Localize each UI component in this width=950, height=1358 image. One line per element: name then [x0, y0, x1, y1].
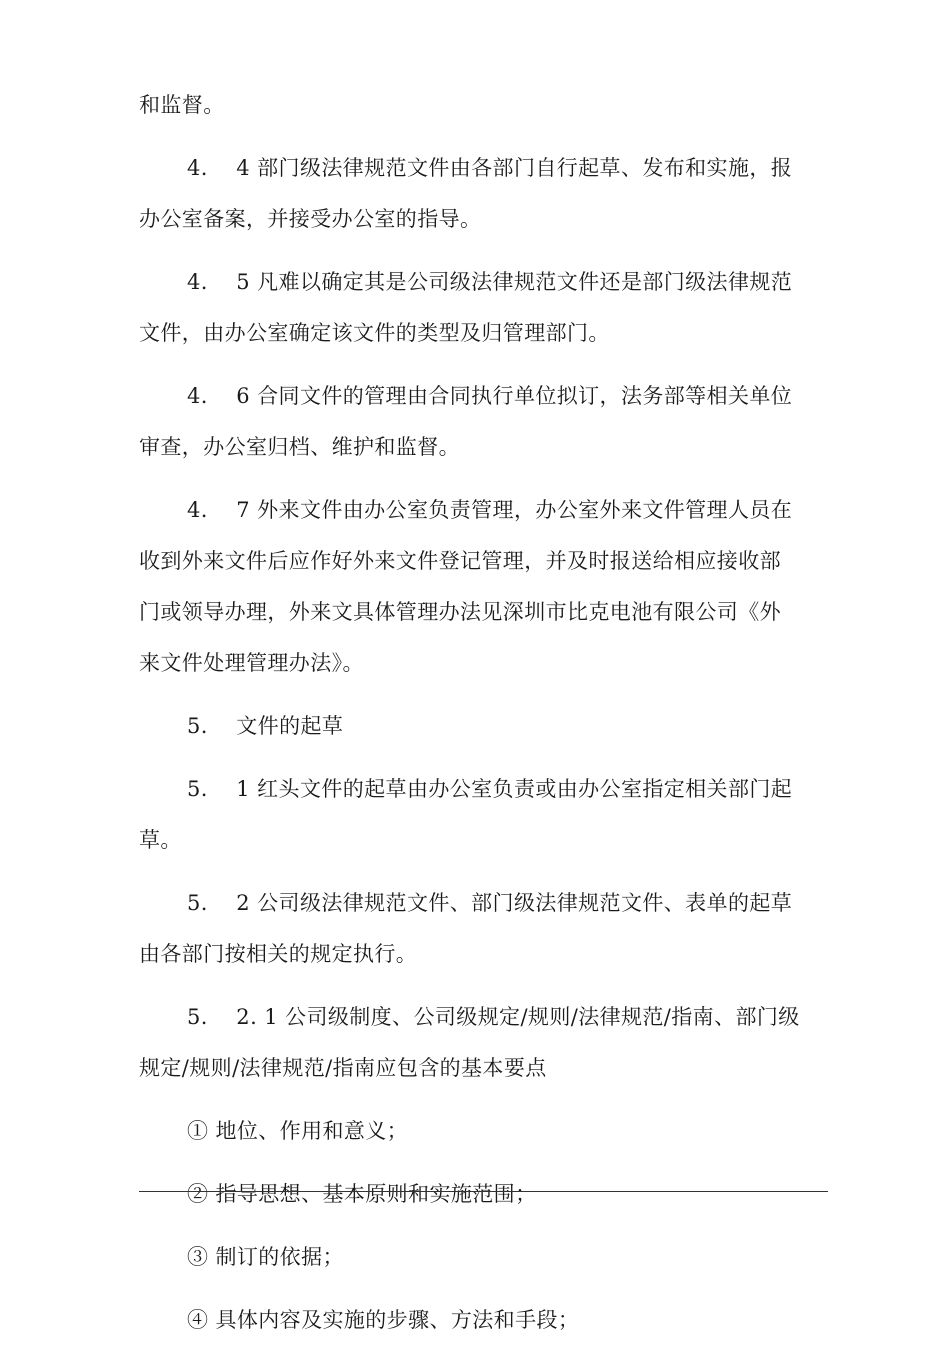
text-line: 门或领导办理，外来文具体管理办法见深圳市比克电池有限公司《外 [139, 600, 781, 624]
text-line: 4. 7 外来文件由办公室负责管理，办公室外来文件管理人员在 [187, 498, 793, 522]
text-line: 文件，由办公室确定该文件的类型及归管理部门。 [139, 321, 610, 345]
text-line: 由各部门按相关的规定执行。 [139, 942, 418, 966]
text-line: 5. 1 红头文件的起草由办公室负责或由办公室指定相关部门起 [187, 777, 793, 801]
body-text [139, 80, 828, 1358]
text-line: 草。 [139, 828, 182, 852]
list-item: ① 地位、作用和意义； [187, 1119, 409, 1143]
paragraph-4-7 [139, 485, 828, 689]
text-line: 规定/规则/法律规范/指南应包含的基本要点 [139, 1056, 547, 1080]
text-line: 审查，办公室归档、维护和监督。 [139, 435, 460, 459]
text-line: 5. 2. 1 公司级制度、公司级规定/规则/法律规范/指南、部门级 [187, 1005, 800, 1029]
key-points-list [139, 1295, 828, 1346]
paragraph-4-6 [139, 371, 828, 473]
text-line: 5. 文件的起草 [187, 714, 344, 738]
paragraph-continuation [139, 80, 828, 131]
text-line: 4. 4 部门级法律规范文件由各部门自行起草、发布和实施，报 [187, 156, 793, 180]
list-item: ② 指导思想、基本原则和实施范围； [187, 1182, 537, 1206]
text-line: 收到外来文件后应作好外来文件登记管理，并及时报送给相应接收部 [139, 549, 781, 573]
text-line: 4. 5 凡难以确定其是公司级法律规范文件还是部门级法律规范 [187, 270, 793, 294]
paragraph-4-4 [139, 143, 828, 245]
text-line: 和监督。 [139, 93, 225, 117]
paragraph-5-1 [139, 764, 828, 866]
key-points-list [139, 1106, 828, 1157]
paragraph-4-5 [139, 257, 828, 359]
text-line: 来文件处理管理办法》。 [139, 651, 364, 675]
list-item: ④ 具体内容及实施的步骤、方法和手段； [187, 1308, 580, 1332]
paragraph-5-2 [139, 878, 828, 980]
section-heading-5 [139, 701, 828, 752]
key-points-list [139, 1232, 828, 1283]
text-line: 办公室备案，并接受办公室的指导。 [139, 207, 482, 231]
footer-divider [139, 1191, 828, 1192]
list-item: ③ 制订的依据； [187, 1245, 344, 1269]
text-line: 5. 2 公司级法律规范文件、部门级法律规范文件、表单的起草 [187, 891, 793, 915]
key-points-list [139, 1169, 828, 1220]
text-line: 4. 6 合同文件的管理由合同执行单位拟订，法务部等相关单位 [187, 384, 793, 408]
paragraph-5-2-1 [139, 992, 828, 1094]
